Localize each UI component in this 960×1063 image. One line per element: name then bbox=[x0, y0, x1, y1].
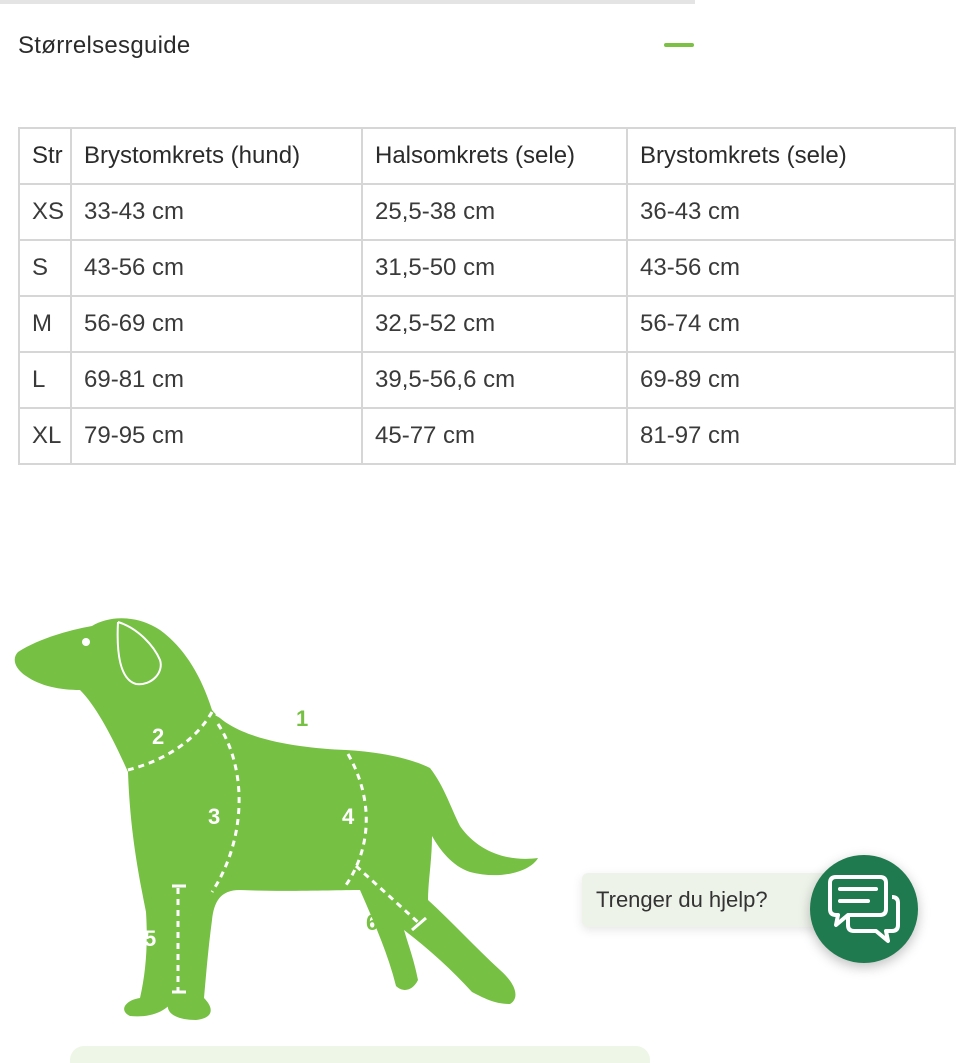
table-cell: 43-56 cm bbox=[627, 240, 955, 296]
header-neck-harness: Halsomkrets (sele) bbox=[362, 128, 627, 184]
marker-6: 6 bbox=[366, 910, 379, 935]
help-chat-widget bbox=[582, 855, 922, 965]
table-header-row bbox=[19, 128, 955, 184]
table-cell: 56-74 cm bbox=[627, 296, 955, 352]
chat-bubbles-icon bbox=[826, 873, 902, 945]
table-cell: 33-43 cm bbox=[71, 184, 362, 240]
table-cell: 32,5-52 cm bbox=[362, 296, 627, 352]
table-cell: 56-69 cm bbox=[71, 296, 362, 352]
marker-3: 3 bbox=[208, 804, 221, 829]
bottom-panel-edge bbox=[70, 1046, 650, 1063]
header-chest-harness: Brystomkrets (sele) bbox=[627, 128, 955, 184]
size-guide-accordion-header[interactable] bbox=[18, 26, 698, 66]
table-row bbox=[19, 240, 955, 296]
help-chat-label[interactable] bbox=[582, 873, 837, 927]
table-cell: 31,5-50 cm bbox=[362, 240, 627, 296]
size-guide-title: Størrelsesguide bbox=[18, 32, 191, 59]
table-row bbox=[19, 296, 955, 352]
header-chest-dog: Brystomkrets (hund) bbox=[71, 128, 362, 184]
table-cell: 69-89 cm bbox=[627, 352, 955, 408]
table-cell: 69-81 cm bbox=[71, 352, 362, 408]
table-cell: 79-95 cm bbox=[71, 408, 362, 464]
size-cell: XL bbox=[19, 408, 71, 464]
help-chat-text: Trenger du hjelp? bbox=[596, 887, 768, 912]
dog-silhouette bbox=[15, 618, 538, 1020]
table-cell: 39,5-56,6 cm bbox=[362, 352, 627, 408]
table-row bbox=[19, 352, 955, 408]
table-cell: 81-97 cm bbox=[627, 408, 955, 464]
header-str: Str bbox=[19, 128, 71, 184]
marker-4: 4 bbox=[342, 804, 355, 829]
minus-icon[interactable] bbox=[664, 43, 694, 47]
marker-2: 2 bbox=[152, 724, 165, 749]
dog-eye bbox=[82, 638, 90, 646]
size-cell: XS bbox=[19, 184, 71, 240]
table-cell: 45-77 cm bbox=[362, 408, 627, 464]
size-cell: L bbox=[19, 352, 71, 408]
marker-1: 1 bbox=[296, 706, 309, 731]
table-cell: 25,5-38 cm bbox=[362, 184, 627, 240]
table-row bbox=[19, 408, 955, 464]
size-cell: M bbox=[19, 296, 71, 352]
marker-5: 5 bbox=[144, 926, 157, 951]
dog-measurement-illustration bbox=[0, 600, 560, 1040]
table-cell: 36-43 cm bbox=[627, 184, 955, 240]
top-divider bbox=[0, 0, 695, 4]
table-cell: 43-56 cm bbox=[71, 240, 362, 296]
size-table bbox=[18, 127, 956, 465]
chat-button[interactable] bbox=[810, 855, 918, 963]
size-cell: S bbox=[19, 240, 71, 296]
table-row bbox=[19, 184, 955, 240]
